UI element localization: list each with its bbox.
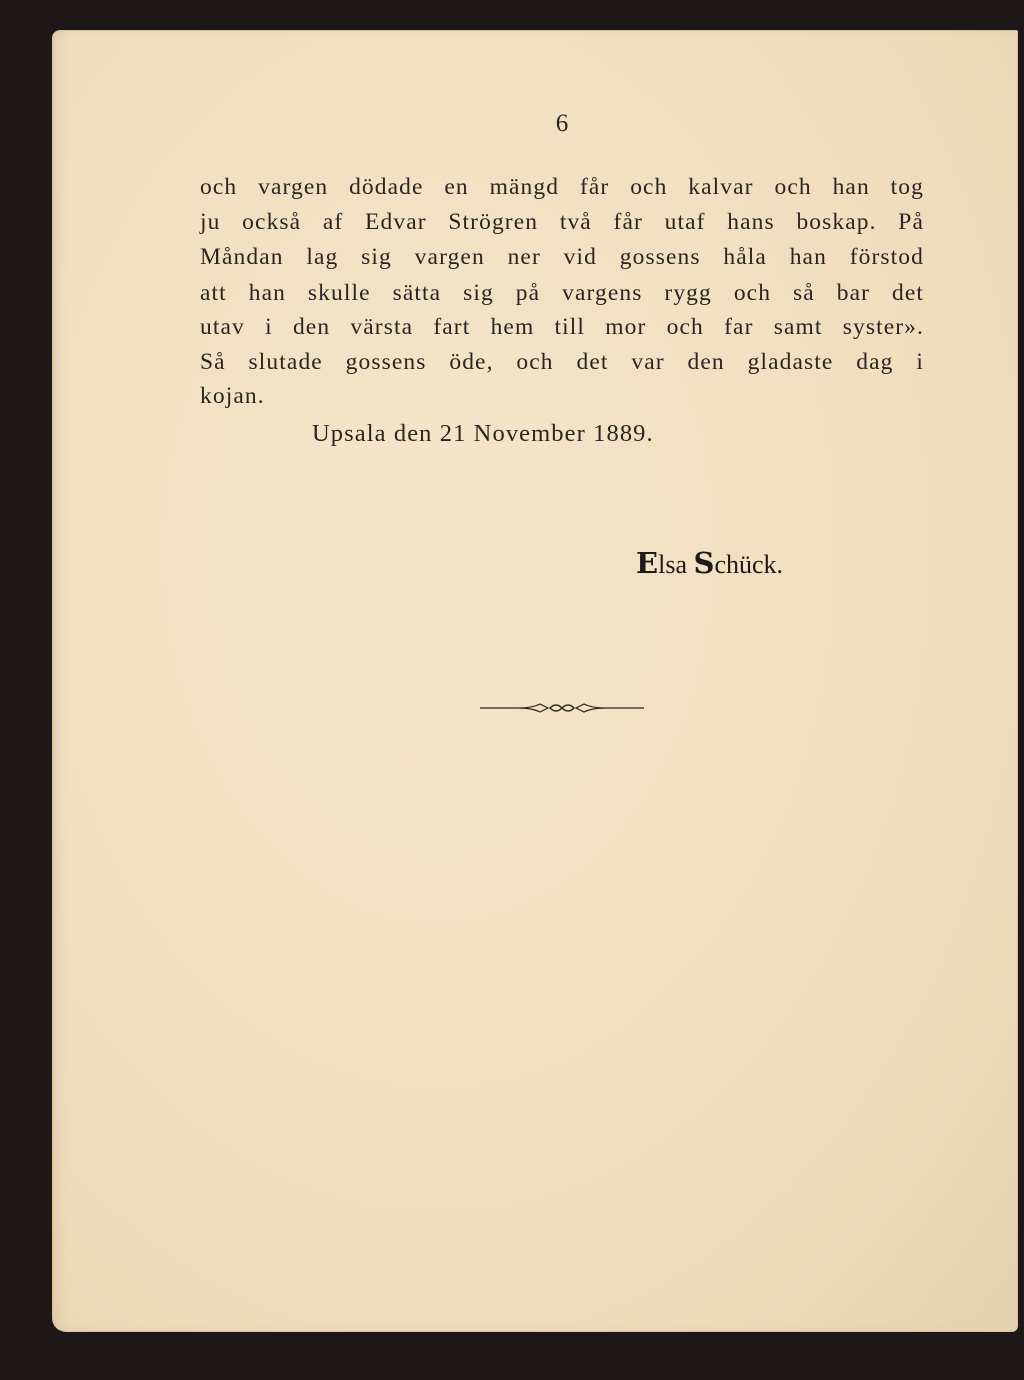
flourish-divider-icon xyxy=(480,700,644,716)
signature-first-initial: E xyxy=(636,546,659,580)
text-line-5: utav i den värsta fart hem till mor och far samt syster». xyxy=(200,314,924,340)
text-line-3: Måndan lag sig vargen ner vid gossens håla han förstod xyxy=(200,244,924,270)
text-line-7: kojan. xyxy=(200,383,265,409)
signature-first-rest: lsa xyxy=(658,550,687,579)
signature-last-rest: chück. xyxy=(714,550,784,579)
text-line-2: ju också af Edvar Strögren två får utaf hans boskap. På xyxy=(200,209,924,235)
text-line-6: Så slutade gossens öde, och det var den gladaste dag i xyxy=(200,349,924,375)
signature xyxy=(636,546,783,580)
dateline: Upsala den 21 November 1889. xyxy=(312,420,654,447)
text-line-4: att han skulle sätta sig på vargens rygg och så bar det xyxy=(200,280,924,306)
page-number: 6 xyxy=(555,110,569,137)
text-line-1: och vargen dödade en mängd får och kalvar och han tog xyxy=(200,174,924,200)
signature-last-initial: S xyxy=(693,546,715,580)
